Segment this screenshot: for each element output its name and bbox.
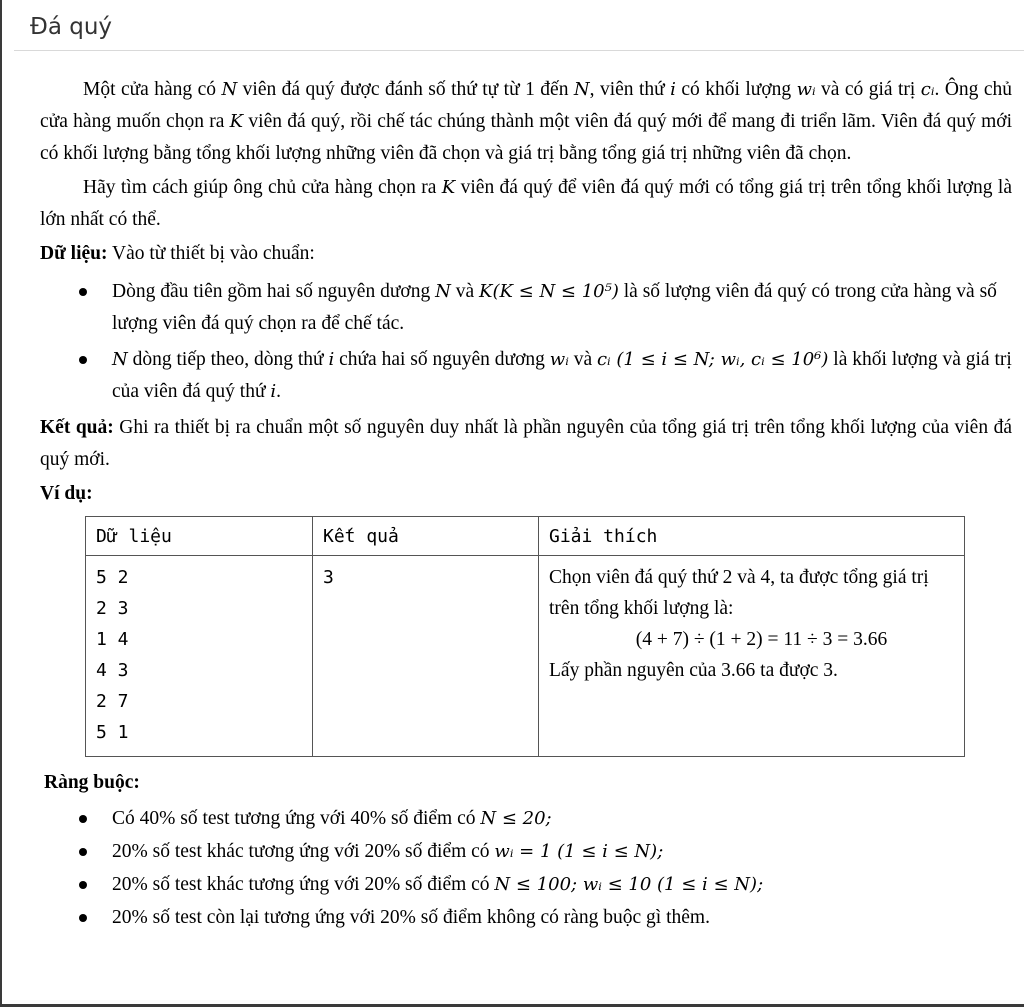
explanation-cell [539,556,965,757]
math-var: N [573,79,590,100]
explanation-result: Lấy phần nguyên của 3.66 ta được 3. [549,660,838,681]
constraints-label: Ràng buộc: [44,772,140,793]
text: 20% số test khác tương ứng với 20% số điểm có [112,874,495,895]
input-cell [86,556,313,757]
math-var: N [435,281,451,302]
math-expr: N ≤ 20; [480,808,552,829]
input-line: 4 3 [96,660,129,681]
statement-paragraph-1 [40,74,1012,170]
math-expr: cᵢ (1 ≤ i ≤ N; wᵢ, cᵢ ≤ 10⁶) [596,349,829,370]
constraint-item [112,902,1012,934]
text: Dòng đầu tiên gồm hai số nguyên dương [112,281,436,302]
math-var: K [229,111,244,132]
math-var: N [112,349,128,370]
input-bullet-2 [112,344,1012,408]
text: có khối lượng [675,79,797,100]
example-section [40,478,1012,510]
math-var: i [670,79,676,100]
math-var: N [221,79,238,100]
text: là số lượng viên đá quý có trong cửa hàng và số lượng viên đá quý chọn ra để chế tác. [112,281,997,334]
output-value: 3 [323,567,334,588]
math-var: wᵢ [796,79,816,100]
header-output: Kết quả [313,517,539,556]
math-var: cᵢ [920,79,935,100]
math-expr: N ≤ 100; wᵢ ≤ 10 (1 ≤ i ≤ N); [494,874,764,895]
text: , viên thứ [589,79,671,100]
text: dòng tiếp theo, dòng thứ [127,349,329,370]
problem-content [40,74,1012,935]
text: và [450,281,479,302]
example-label: Ví dụ: [40,483,93,504]
statement-paragraph-2 [40,172,1012,236]
text: là khối lượng và giá trị của viên đá quý thứ [112,349,1012,402]
text: viên đá quý được đánh số thứ tự từ 1 đến [237,79,574,100]
output-cell [313,556,539,757]
input-line: 1 4 [96,629,129,650]
text: Hãy tìm cách giúp ông chủ cửa hàng chọn ra [83,177,442,198]
text: 20% số test còn lại tương ứng với 20% số điểm không có ràng buộc gì thêm. [112,907,710,928]
title-divider [14,50,1024,51]
text: chứa hai số nguyên dương [334,349,550,370]
input-text: Vào từ thiết bị vào chuẩn: [107,243,315,264]
header-explanation: Giải thích [539,517,965,556]
input-line: 5 2 [96,567,129,588]
text: và có giá trị [815,79,921,100]
explanation-formula: (4 + 7) ÷ (1 + 2) = 11 ÷ 3 = 3.66 [635,629,888,650]
table-header-row [86,517,965,556]
input-line: 2 7 [96,691,129,712]
output-text: Ghi ra thiết bị ra chuẩn một số nguyên duy nhất là phần nguyên của tổng giá trị trên tổng khối lượng của viên đá quý mới. [40,417,1013,470]
input-line: 2 3 [96,598,129,619]
math-var: i [328,349,335,370]
explanation-text: Chọn viên đá quý thứ 2 và 4, ta được tổng giá trị trên tổng khối lượng là: [549,567,929,619]
input-label: Dữ liệu: [40,243,108,264]
text: viên đá quý, rồi chế tác chúng thành một viên đá quý mới để mang đi triển lãm. Viên đá quý mới có khối lượng bằng tổng khối lượng những viên đã chọn và giá trị bằng tổng giá trị những viên đã chọn. [40,111,1012,164]
problem-title: Đá quý [30,14,113,40]
output-section [40,412,1012,476]
example-table [85,516,965,757]
text: . Ông chủ cửa hàng muốn chọn ra [40,79,1012,132]
constraints-list [40,803,1012,934]
math-expr: K(K ≤ N ≤ 10⁵) [479,281,619,302]
input-line: 5 1 [96,722,129,743]
left-border [0,0,2,1007]
text: 20% số test khác tương ứng với 20% số điểm có [112,841,495,862]
constraint-item [112,836,1012,868]
input-section [40,238,1012,270]
output-label: Kết quả: [40,417,114,438]
constraint-item [112,869,1012,901]
input-list [40,276,1012,408]
text: . [276,381,282,402]
math-var: i [270,381,277,402]
text: Có 40% số test tương ứng với 40% số điểm có [112,808,481,829]
text: Một cửa hàng có [83,79,222,100]
math-var: K [441,177,456,198]
text: viên đá quý để viên đá quý mới có tổng giá trị trên tổng khối lượng là lớn nhất có thể. [40,177,1012,230]
math-var: wᵢ [549,349,569,370]
constraints-section [44,767,1012,799]
constraint-item [112,803,1012,835]
table-row [86,556,965,757]
input-bullet-1 [112,276,1012,340]
text: và [568,349,597,370]
header-input: Dữ liệu [86,517,313,556]
math-expr: wᵢ = 1 (1 ≤ i ≤ N); [494,841,664,862]
